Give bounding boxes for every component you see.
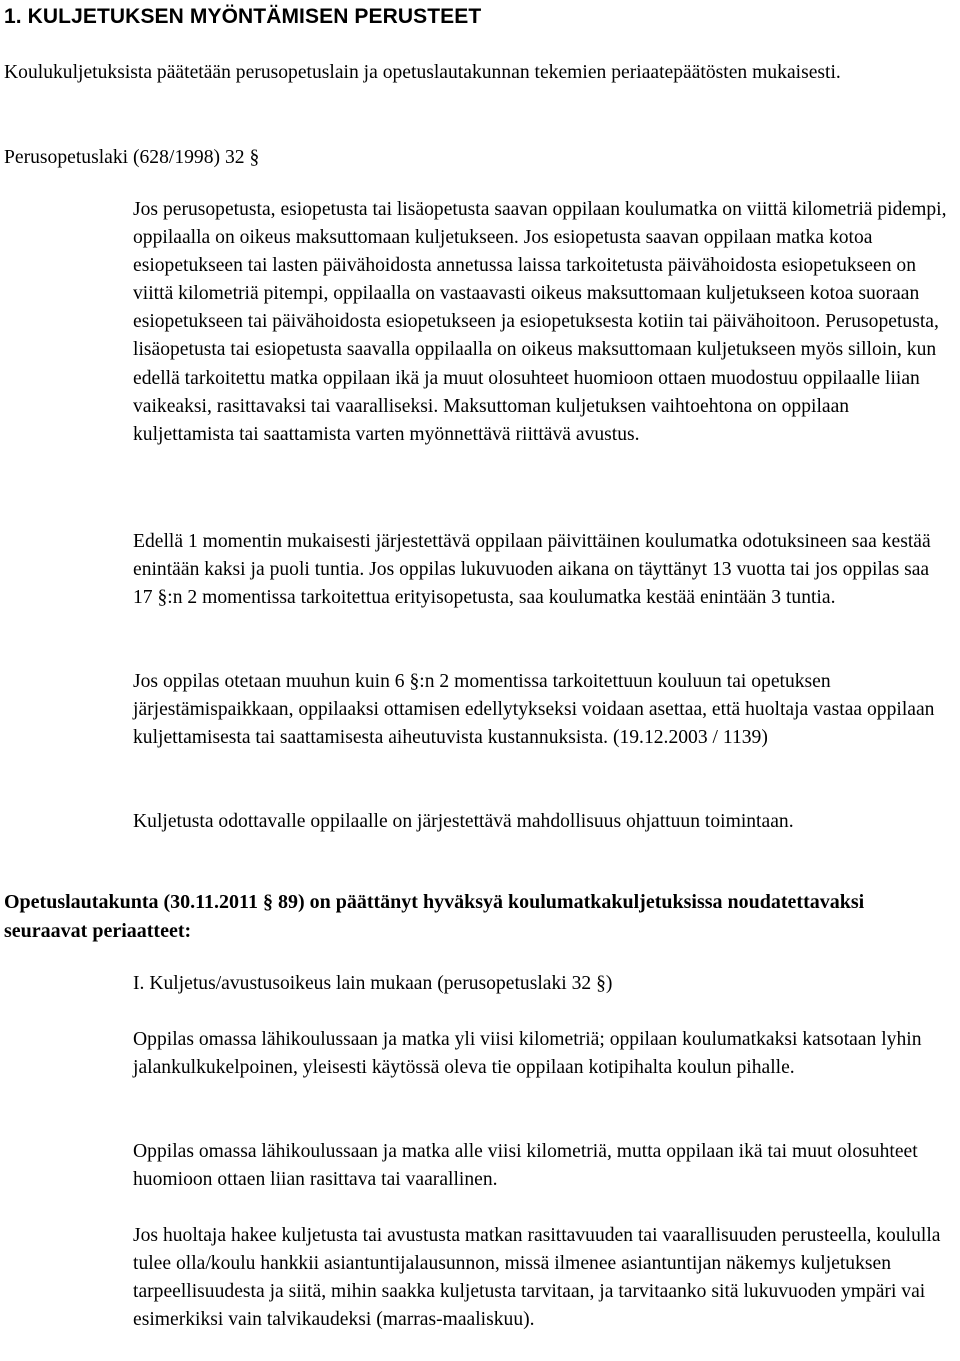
intro-paragraph: Koulukuljetuksista päätetään perusopetuslain ja opetuslautakunnan tekemien periaatepäätösten mukaisesti. bbox=[4, 62, 841, 83]
law-paragraph-3: Jos oppilas otetaan muuhun kuin 6 §:n 2 momentissa tarkoitettuun kouluun tai opetuksen järjestämispaikkaan, oppilaaksi ottamisen edellytykseksi voidaan asettaa, että huoltaja vastaa oppilaan kuljettamisesta tai saattamisesta aiheutuvista kustannuksista. (19.12.2003 / 1139) bbox=[133, 671, 935, 749]
law-paragraph-4: Kuljetusta odottavalle oppilaalle on järjestettävä mahdollisuus ohjattuun toimintaan. bbox=[133, 811, 794, 832]
section-heading: 1. KULJETUKSEN MYÖNTÄMISEN PERUSTEET bbox=[4, 5, 482, 28]
law-paragraph-1: Jos perusopetusta, esiopetusta tai lisäopetusta saavan oppilaan koulumatka on viittä kilometriä pidempi, oppilaalla on oikeus maksuttomaan kuljetukseen. Jos esiopetusta saavan oppilaan matka kotoa esiopetukseen tai lasten päivähoidosta annetussa laissa tarkoitetusta päivähoidosta esiopetukseen on viittä kilometriä pitempi, oppilaalla on vastaavasti oikeus maksuttomaan kuljetukseen kotoa suoraan esiopetukseen tai päivähoidosta esiopetukseen ja esiopetuksesta kotiin tai päivähoitoon. Perusopetusta, lisäopetusta tai esiopetusta saavalla oppilaalla on oikeus maksuttomaan kuljetukseen myös silloin, kun edellä tarkoitettu matka oppilaan ikä ja muut olosuhteet huomioon ottaen muodostuu oppilaalle liian vaikeaksi, rasittavaksi tai vaaralliseksi. Maksuttoman kuljetuksen vaihtoehtona on oppilaan kuljettamista tai saattamista varten myönnettävä riittävä avustus. bbox=[133, 199, 947, 445]
decision-paragraph-3: Jos huoltaja hakee kuljetusta tai avustusta matkan rasittavuuden tai vaarallisuuden perusteella, koululla tulee olla/koulu hankkii asiantuntijalausunnon, missä ilmenee asiantuntijan näkemys kuljetuksen tarpeellisuudesta ja siitä, mihin saakka kuljetusta tarvitaan, ja tarvitaanko sitä lukuvuoden ympäri vai esimerkiksi vain talvikaudeksi (marras-maaliskuu). bbox=[133, 1225, 941, 1331]
decision-paragraph-2: Oppilas omassa lähikoulussaan ja matka alle viisi kilometriä, mutta oppilaan ikä tai muut olosuhteet huomioon ottaen liian rasittava tai vaarallinen. bbox=[133, 1141, 918, 1191]
decision-title: Opetuslautakunta (30.11.2011 § 89) on päättänyt hyväksyä koulumatkakuljetuksissa noudatettavaksi seuraavat periaatteet: bbox=[4, 891, 865, 942]
law-paragraph-2: Edellä 1 momentin mukaisesti järjestettävä oppilaan päivittäinen koulumatka odotuksineen saa kestää enintään kaksi ja puoli tuntia. Jos oppilas lukuvuoden aikana on täyttänyt 13 vuotta tai jos oppilas saa 17 §:n 2 momentissa tarkoitettua erityisopetusta, saa koulumatka kestää enintään 3 tuntia. bbox=[133, 531, 931, 609]
decision-subheading: I. Kuljetus/avustusoikeus lain mukaan (perusopetuslaki 32 §) bbox=[133, 973, 613, 994]
law-title: Perusopetuslaki (628/1998) 32 § bbox=[4, 147, 260, 168]
decision-paragraph-1: Oppilas omassa lähikoulussaan ja matka yli viisi kilometriä; oppilaan koulumatkaksi katsotaan lyhin jalankulkukelpoinen, yleisesti käytössä oleva tie oppilaan kotipihalta koulun pihalle. bbox=[133, 1029, 922, 1079]
